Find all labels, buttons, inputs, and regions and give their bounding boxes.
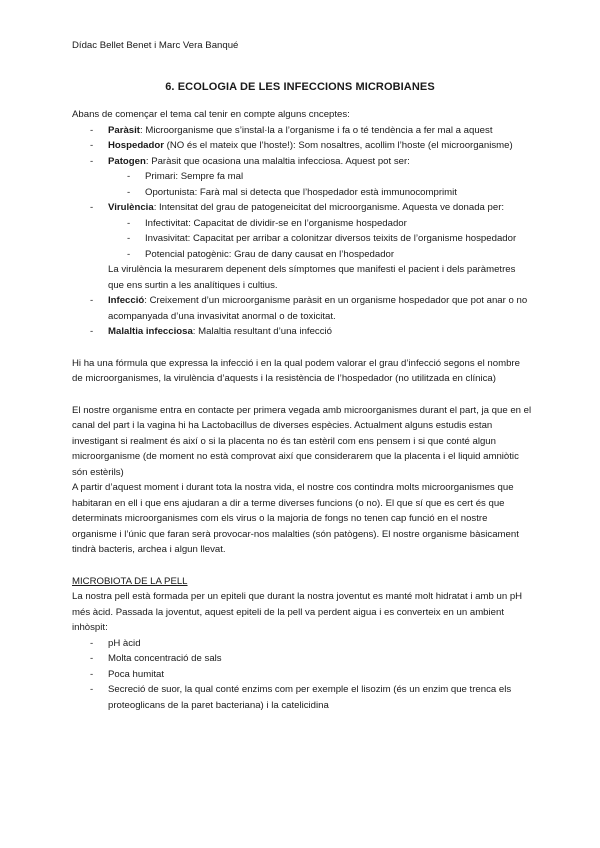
virulencia-factors-list (108, 216, 532, 263)
sub-item: - Infectivitat: Capacitat de dividir-se en l’organisme hospedador (108, 216, 532, 232)
patogen-types-list (108, 169, 532, 200)
document-title: 6. ECOLOGIA DE LES INFECCIONS MICROBIANES (165, 81, 435, 93)
concept-definition: : Microorganisme que s’instal·la a l’organisme i fa o té tendència a fer mal a aquest (140, 124, 493, 136)
document-body (72, 107, 532, 713)
concept-definition: : Malaltia resultant d’una infecció (192, 326, 332, 337)
sub-item: - Oportunista: Farà mal si detecta que l’hospedador està immunocomprimit (108, 185, 532, 201)
concept-definition: : Paràsit que ocasiona una malaltia infecciosa. Aquest pot ser: (145, 155, 410, 167)
sub-item: - Primari: Sempre fa mal (108, 169, 532, 185)
concept-item-infeccio (72, 293, 532, 324)
concept-item-parasit (72, 123, 532, 139)
list-item: - Molta concentració de sals (72, 651, 532, 667)
paragraph-life: A partir d’aquest moment i durant tota la nostra vida, el nostre cos contindra molts microorganismes que habitaran en ell i que ens ajudaran a dir a terme diverses funcions (o no). El que sí que es cert és que determinats microorganismes com els virus o la majoria de fongs no tenen cap funció en el nostre organisme i l’únic que faran serà provocar-nos malalties (són patògens). El nostre organisme bàsicament tindrà bacteris, archea i algun llevat. (72, 482, 519, 555)
section-heading-skin: MICROBIOTA DE LA PELL (72, 575, 188, 587)
list-item: - Secreció de suor, la qual conté enzims com per exemple el lisozim (és un enzim que trenca els proteoglicans de la paret bacteriana) i la catelicidina (72, 682, 532, 713)
concept-term: Paràsit (108, 124, 140, 136)
concept-term: Infecció (108, 295, 145, 306)
skin-conditions-list (72, 636, 532, 714)
paragraph-formula: Hi ha una fórmula que expressa la infecció i en la qual podem valorar el grau d’infecció segons el nombre de microorganismes, la virulència d’aquests i la resistència de l’hospedador (no utilitzada en clínica) (72, 357, 520, 384)
list-item: - Poca humitat (72, 667, 532, 683)
sub-item: - Potencial patogènic: Grau de dany causat en l’hospedador (108, 247, 532, 263)
spacer (72, 558, 532, 574)
concept-term: Hospedador (108, 140, 164, 151)
paragraph-skin: La nostra pell està formada per un epiteli que durant la nostra joventut es manté molt hidratat i amb un pH més àcid. Passada la joventut, aquest epiteli de la pell va perdent aigua i es converteix en un ambient inhòspit: (72, 591, 523, 633)
intro-text: Abans de començar el tema cal tenir en compte alguns cnceptes: (72, 109, 350, 120)
sub-item: - Invasivitat: Capacitat per arribar a colonitzar diversos teixits de l’organisme hospedador (108, 231, 532, 247)
concept-item-hospedador (72, 138, 532, 154)
concept-term: Malaltia infecciosa (108, 326, 193, 337)
header-authors: Dídac Bellet Benet i Marc Vera Banqué (72, 40, 239, 51)
paragraph-birth: El nostre organisme entra en contacte per primera vegada amb microorganismes durant el part, ja que en el canal del part i la vagina hi ha Lactobacillus de diverses espècies. Actualment alguns estudis estan investigant si realment és així o si la placenta no és tan estèril com ens pensem i si que conté algun microorganisme (de moment no està comprovat així que considerarem que la placenta i el liquid amniòtic són estèrils) (72, 404, 532, 478)
virulencia-note: La virulència la mesurarem depenent dels símptomes que manifesti el pacient i dels paràmetres que ens surtin a les analítiques i cultius. (108, 264, 516, 291)
list-item: - pH àcid (72, 636, 532, 652)
concept-definition: : Creixement d’un microorganisme paràsit en un organisme hospedador que pot anar o no acompanyada d’una invasivitat anormal o de toxicitat. (108, 295, 528, 322)
spacer (72, 340, 532, 356)
concept-list (72, 123, 532, 263)
concept-item-virulencia (72, 200, 532, 262)
concept-item-patogen (72, 154, 532, 201)
concept-definition: : Intensitat del grau de patogeneicitat del microorganisme. Aquesta ve donada per: (153, 202, 505, 213)
concept-list-continued (72, 293, 532, 340)
concept-definition: (NO és el mateix que l’hoste!): Som nosaltres, acollim l’hoste (el microorganisme) (163, 140, 513, 151)
concept-term: Patogen (108, 155, 146, 167)
spacer (72, 387, 532, 403)
concept-term: Virulència (108, 202, 154, 213)
concept-item-malaltia-infecciosa (72, 324, 532, 340)
